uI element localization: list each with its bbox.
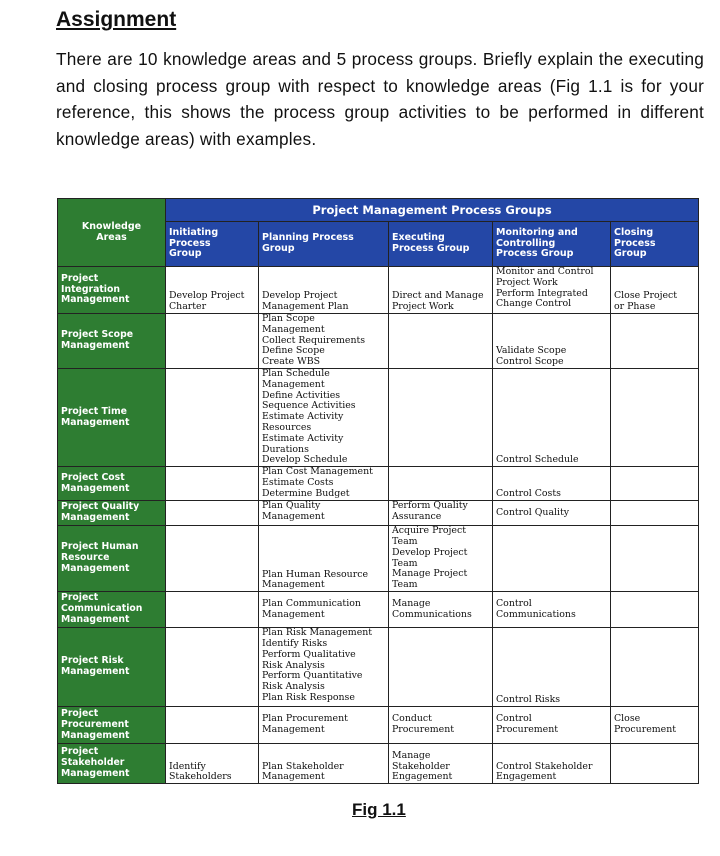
monitoring-cell: Control Schedule bbox=[493, 369, 611, 467]
assignment-paragraph: There are 10 knowledge areas and 5 process groups. Briefly explain the executing and closing process group with respect to knowledge areas (Fig 1.1 is for your reference, this shows the process group activities to be performed in different knowledge areas) with examples. bbox=[56, 49, 704, 149]
initiating-cell bbox=[166, 628, 259, 707]
initiating-cell bbox=[166, 467, 259, 501]
initiating-cell bbox=[166, 369, 259, 467]
table-row bbox=[58, 314, 699, 369]
executing-cell: Perform Quality Assurance bbox=[389, 501, 493, 526]
knowledge-areas-header: Knowledge Areas bbox=[58, 199, 166, 267]
monitoring-cell bbox=[493, 526, 611, 592]
planning-cell: Plan Scope Management Collect Requirements Define Scope Create WBS bbox=[259, 314, 389, 369]
table-row bbox=[58, 501, 699, 526]
monitoring-cell: Validate Scope Control Scope bbox=[493, 314, 611, 369]
table-row bbox=[58, 707, 699, 744]
initiating-cell bbox=[166, 501, 259, 526]
knowledge-area-cell: Project Human Resource Management bbox=[58, 526, 166, 592]
table-row bbox=[58, 744, 699, 784]
table-row bbox=[58, 369, 699, 467]
monitoring-cell: Monitor and Control Project Work Perform Integrated Change Control bbox=[493, 267, 611, 314]
initiating-cell bbox=[166, 526, 259, 592]
closing-cell bbox=[611, 314, 699, 369]
executing-cell bbox=[389, 369, 493, 467]
executing-cell bbox=[389, 628, 493, 707]
knowledge-area-cell: Project Risk Management bbox=[58, 628, 166, 707]
initiating-cell bbox=[166, 707, 259, 744]
knowledge-area-cell: Project Scope Management bbox=[58, 314, 166, 369]
table-row bbox=[58, 526, 699, 592]
planning-cell: Plan Human Resource Management bbox=[259, 526, 389, 592]
closing-cell: Close Procurement bbox=[611, 707, 699, 744]
closing-header: Closing Process Group bbox=[611, 222, 699, 267]
table-row bbox=[58, 267, 699, 314]
executing-cell bbox=[389, 314, 493, 369]
monitoring-cell: Control Stakeholder Engagement bbox=[493, 744, 611, 784]
closing-cell bbox=[611, 526, 699, 592]
initiating-cell bbox=[166, 314, 259, 369]
planning-cell: Plan Stakeholder Management bbox=[259, 744, 389, 784]
closing-cell bbox=[611, 592, 699, 628]
executing-cell bbox=[389, 467, 493, 501]
executing-cell: Direct and Manage Project Work bbox=[389, 267, 493, 314]
executing-header: Executing Process Group bbox=[389, 222, 493, 267]
knowledge-area-cell: Project Time Management bbox=[58, 369, 166, 467]
monitoring-cell: Control Quality bbox=[493, 501, 611, 526]
initiating-header: Initiating Process Group bbox=[166, 222, 259, 267]
planning-cell: Plan Cost Management Estimate Costs Determine Budget bbox=[259, 467, 389, 501]
closing-cell bbox=[611, 628, 699, 707]
knowledge-area-cell: Project Communication Management bbox=[58, 592, 166, 628]
monitoring-cell: Control Procurement bbox=[493, 707, 611, 744]
closing-cell: Close Project or Phase bbox=[611, 267, 699, 314]
knowledge-area-cell: Project Stakeholder Management bbox=[58, 744, 166, 784]
knowledge-area-cell: Project Procurement Management bbox=[58, 707, 166, 744]
assignment-heading: Assignment bbox=[56, 8, 177, 31]
planning-cell: Plan Quality Management bbox=[259, 501, 389, 526]
planning-cell: Plan Communication Management bbox=[259, 592, 389, 628]
table-row bbox=[58, 592, 699, 628]
planning-header: Planning Process Group bbox=[259, 222, 389, 267]
planning-cell: Develop Project Management Plan bbox=[259, 267, 389, 314]
executing-cell: Conduct Procurement bbox=[389, 707, 493, 744]
process-groups-figure bbox=[57, 198, 698, 784]
table-row bbox=[58, 467, 699, 501]
monitoring-cell: Control Risks bbox=[493, 628, 611, 707]
table-title: Project Management Process Groups bbox=[166, 199, 699, 222]
closing-cell bbox=[611, 369, 699, 467]
knowledge-area-cell: Project Quality Management bbox=[58, 501, 166, 526]
knowledge-area-cell: Project Integration Management bbox=[58, 267, 166, 314]
planning-cell: Plan Risk Management Identify Risks Perform Qualitative Risk Analysis Perform Quantitative Risk Analysis Plan Risk Response bbox=[259, 628, 389, 707]
process-groups-table bbox=[57, 198, 699, 784]
closing-cell bbox=[611, 467, 699, 501]
table-row bbox=[58, 628, 699, 707]
monitoring-header: Monitoring and Controlling Process Group bbox=[493, 222, 611, 267]
monitoring-cell: Control Communications bbox=[493, 592, 611, 628]
closing-cell bbox=[611, 501, 699, 526]
initiating-cell bbox=[166, 592, 259, 628]
closing-cell bbox=[611, 744, 699, 784]
initiating-cell: Develop Project Charter bbox=[166, 267, 259, 314]
executing-cell: Manage Communications bbox=[389, 592, 493, 628]
initiating-cell: Identify Stakeholders bbox=[166, 744, 259, 784]
figure-caption: Fig 1.1 bbox=[352, 800, 406, 819]
knowledge-area-cell: Project Cost Management bbox=[58, 467, 166, 501]
planning-cell: Plan Procurement Management bbox=[259, 707, 389, 744]
executing-cell: Acquire Project Team Develop Project Team Manage Project Team bbox=[389, 526, 493, 592]
planning-cell: Plan Schedule Management Define Activities Sequence Activities Estimate Activity Resources Estimate Activity Durations Develop Schedule bbox=[259, 369, 389, 467]
monitoring-cell: Control Costs bbox=[493, 467, 611, 501]
executing-cell: Manage Stakeholder Engagement bbox=[389, 744, 493, 784]
